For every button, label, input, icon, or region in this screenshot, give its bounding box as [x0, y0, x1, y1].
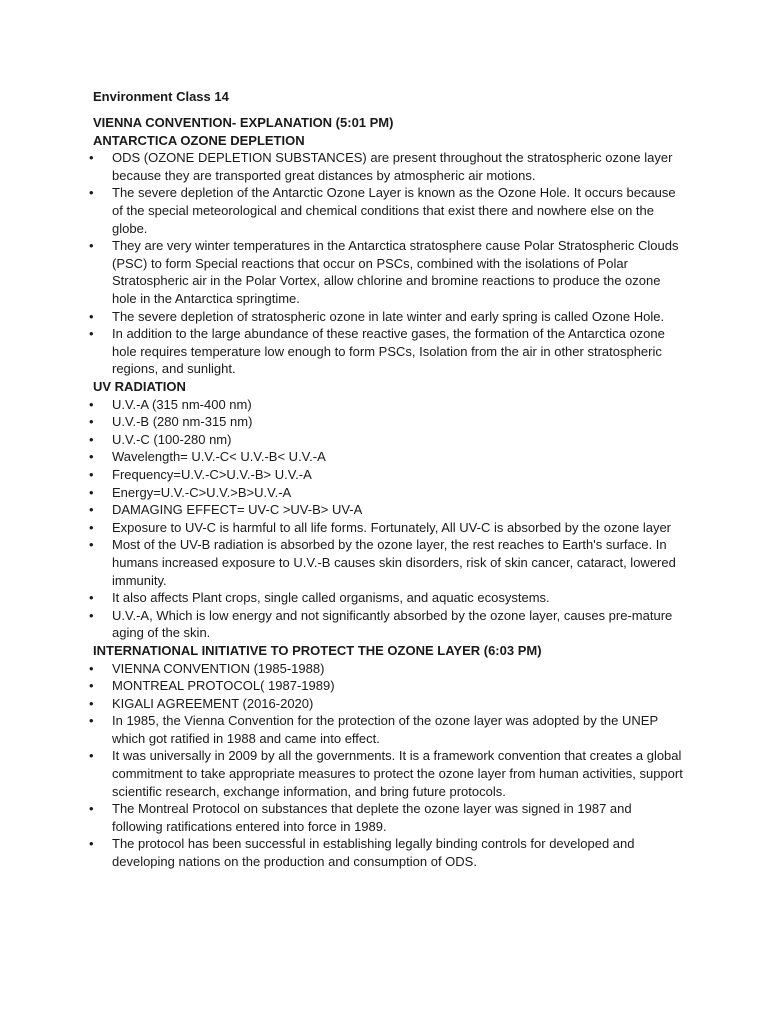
list-item: • It was universally in 2009 by all the governments. It is a framework convention that creates a global commitment to take appropriate measures to protect the ozone layer from human activities, support scientific research, exchange information, and bring future protocols.	[93, 747, 683, 800]
list-item: • In addition to the large abundance of these reactive gases, the formation of the Antarctica ozone hole requires temperature low enough to form PSCs, Isolation from the air in other stratospheric regions, and sunlight.	[93, 325, 683, 378]
list-item: • ODS (OZONE DEPLETION SUBSTANCES) are present throughout the stratospheric ozone layer because they are transported great distances by atmospheric air motions.	[93, 149, 683, 184]
section-heading: INTERNATIONAL INITIATIVE TO PROTECT THE OZONE LAYER (6:03 PM)	[93, 642, 542, 658]
list-item: • DAMAGING EFFECT= UV-C >UV-B> UV-A	[93, 501, 683, 519]
list-item: • In 1985, the Vienna Convention for the protection of the ozone layer was adopted by the UNEP which got ratified in 1988 and came into effect.	[93, 712, 683, 747]
list-item: • The Montreal Protocol on substances that deplete the ozone layer was signed in 1987 and following ratifications entered into force in 1989.	[93, 800, 683, 835]
list-item: • The severe depletion of stratospheric ozone in late winter and early spring is called Ozone Hole.	[93, 308, 683, 326]
document-body	[93, 88, 683, 871]
list-item: • U.V.-B (280 nm-315 nm)	[93, 413, 683, 431]
document-title: Environment Class 14	[93, 89, 229, 104]
bullet-list	[93, 149, 683, 378]
bullet-list	[93, 660, 683, 871]
list-item: • Most of the UV-B radiation is absorbed by the ozone layer, the rest reaches to Earth's surface. In humans increased exposure to U.V.-B causes skin disorders, risk of skin cancer, cataract, lowered immunity.	[93, 536, 683, 589]
section-heading: ANTARCTICA OZONE DEPLETION	[93, 132, 305, 148]
list-item: • The protocol has been successful in establishing legally binding controls for developed and developing nations on the production and consumption of ODS.	[93, 835, 683, 870]
list-item: • VIENNA CONVENTION (1985-1988)	[93, 660, 683, 678]
list-item: • The severe depletion of the Antarctic Ozone Layer is known as the Ozone Hole. It occurs because of the special meteorological and chemical conditions that exist there and nowhere else on the globe.	[93, 184, 683, 237]
list-item: • U.V.-C (100-280 nm)	[93, 431, 683, 449]
list-item: • U.V.-A (315 nm-400 nm)	[93, 396, 683, 414]
list-item: • MONTREAL PROTOCOL( 1987-1989)	[93, 677, 683, 695]
section-heading: VIENNA CONVENTION- EXPLANATION (5:01 PM)	[93, 115, 394, 131]
list-item: • Wavelength= U.V.-C< U.V.-B< U.V.-A	[93, 448, 683, 466]
list-item: • U.V.-A, Which is low energy and not significantly absorbed by the ozone layer, causes pre-mature aging of the skin.	[93, 607, 683, 642]
list-item: • Exposure to UV-C is harmful to all life forms. Fortunately, All UV-C is absorbed by the ozone layer	[93, 519, 683, 537]
list-item: • It also affects Plant crops, single called organisms, and aquatic ecosystems.	[93, 589, 683, 607]
bullet-list	[93, 396, 683, 642]
list-item: • Frequency=U.V.-C>U.V.-B> U.V.-A	[93, 466, 683, 484]
list-item: • Energy=U.V.-C>U.V.>B>U.V.-A	[93, 484, 683, 502]
list-item: • They are very winter temperatures in the Antarctica stratosphere cause Polar Stratospheric Clouds (PSC) to form Special reactions that occur on PSCs, combined with the isolations of Polar Stratospheric air in the Polar Vortex, allow chlorine and bromine reactions to produce the ozone hole in the Antarctica springtime.	[93, 237, 683, 307]
section-heading: UV RADIATION	[93, 379, 186, 394]
list-item: • KIGALI AGREEMENT (2016-2020)	[93, 695, 683, 713]
